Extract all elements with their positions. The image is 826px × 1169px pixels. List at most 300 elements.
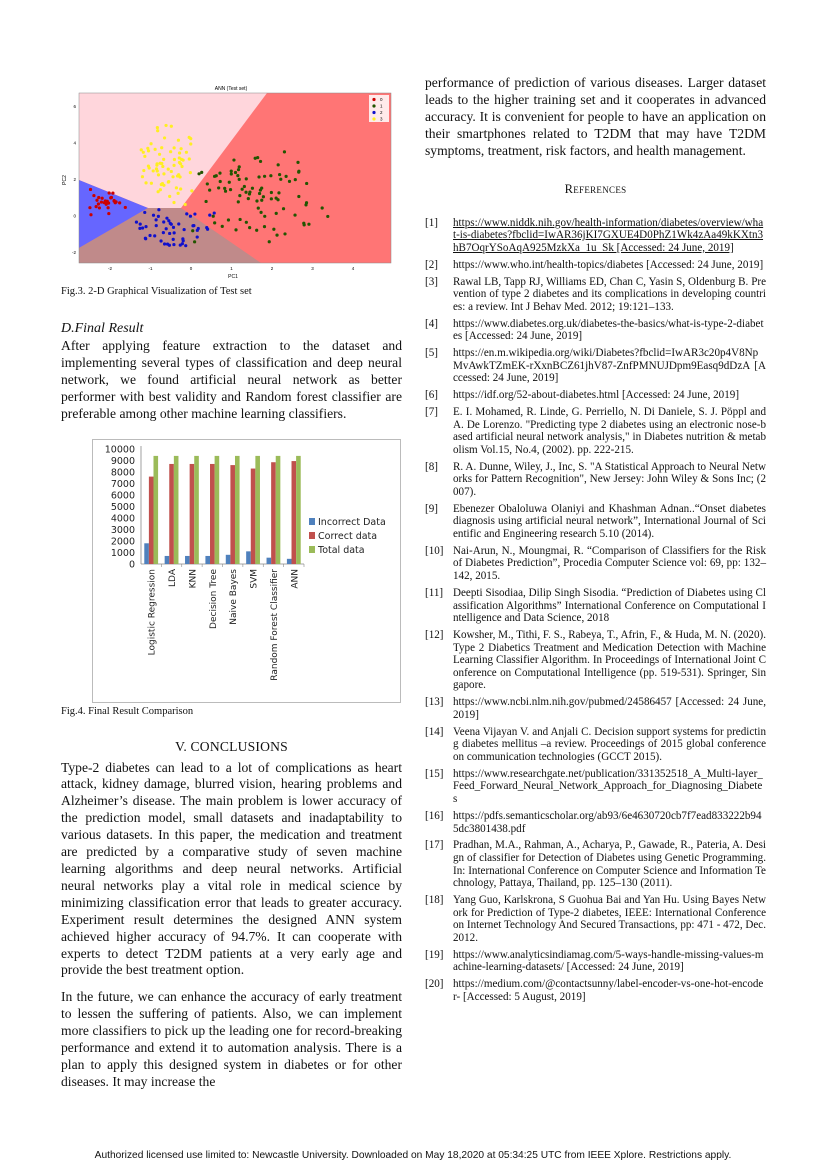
reference-number: [11] [425,586,444,599]
reference-text: https://www.researchgate.net/publication/331352518_A_Multi-layer_Feed_Forward_Neural_Network_Approach_for_Diagnosing_Diabetes [453,767,763,806]
scatter-point [143,155,146,158]
bar-category-label: Random Forest Classifier [269,568,280,681]
scatter-point [165,217,168,220]
scatter-point [255,229,258,232]
scatter-point [321,206,324,209]
scatter-point [283,232,286,235]
scatter-point [270,197,273,200]
bar-total-data [153,455,158,563]
scatter-point [283,150,286,153]
scatter-point [263,175,266,178]
scatter-point [248,226,251,229]
scatter-point [139,223,142,226]
scatter-point [167,168,170,171]
scatter-point [107,206,110,209]
reference-number: [19] [425,948,444,961]
reference-number: [18] [425,894,444,907]
scatter-point [259,160,262,163]
bar-y-tick: 0 [128,559,135,571]
scatter-x-tick: 1 [230,266,233,271]
reference-text: Ebenezer Obaloluwa Olaniyi and Khashman Adnan..“Onset diabetes diagnosis using artificial neural network”, International Journal of Scientific and Engineering research 5.10 (2014). [453,502,766,540]
reference-text: https://pdfs.semanticscholar.org/ab93/6e4630720cb7f7ead833222b945dc3801438.pdf [453,809,762,835]
reference-number: [6] [425,389,438,402]
scatter-point [100,200,103,203]
bar-y-tick: 3000 [110,524,135,536]
scatter-point [162,158,165,161]
scatter-xlabel: PC1 [228,274,238,280]
scatter-point [111,192,114,195]
reference-number: [3] [425,275,438,288]
scatter-point [256,156,259,159]
reference-text: https://www.ncbi.nlm.nih.gov/pubmed/24586457 [Accessed: 24 June, 2019] [453,696,766,721]
scatter-point [97,202,100,205]
scatter-point [215,174,218,177]
scatter-point [213,221,216,224]
scatter-point [148,234,151,237]
reference-item [425,389,766,402]
scatter-point [175,186,178,189]
scatter-point [197,172,200,175]
scatter-point [159,239,162,242]
scatter-point [208,214,211,217]
bar-category-label: KNN [188,568,199,588]
reference-item [425,503,766,541]
bar-correct-data [149,476,154,563]
scatter-point [97,196,100,199]
reference-text: https://www.analyticsindiamag.com/5-ways-handle-missing-values-machine-learning-datasets/ [Accessed: 24 June, 2019] [453,948,764,974]
scatter-point [258,192,261,195]
scatter-point [179,187,182,190]
scatter-point [238,165,241,168]
scatter-point [305,182,308,185]
scatter-x-tick: 2 [270,266,274,271]
scatter-point [245,177,248,180]
bar-total-data [194,455,199,563]
scatter-point [95,205,98,208]
reference-text: https://medium.com/@contactsunny/label-encoder-vs-one-hot-encoder- [Accessed: 5 August, 2019] [453,978,764,1003]
scatter-point [277,191,280,194]
bar-incorrect-data [226,554,231,563]
scatter-point [208,189,211,192]
scatter-point [257,175,260,178]
bar-correct-data [292,461,297,564]
scatter-x-tick: 3 [311,266,314,271]
reference-text[interactable]: https://www.niddk.nih.gov/health-information/diabetes/overview/what-is-diabetes?fbclid=IwAR36jKI7GXUE4D0PhZ1Wk4zAa49kKXtn3hB7OqrYSoAqA925MzkXa_1u_Sk [Accessed: 24 June, 2019] [453,216,764,254]
scatter-point [154,148,157,151]
reference-item [425,949,766,974]
scatter-point [162,172,165,175]
scatter-point [192,224,195,227]
scatter-point [178,175,181,178]
scatter-point [157,208,160,211]
scatter-point [166,243,169,246]
scatter-point [248,190,251,193]
section-d-heading: D.Final Result [61,321,144,336]
reference-number: [17] [425,839,444,852]
scatter-point [269,174,272,177]
scatter-point [163,242,166,245]
reference-number: [2] [425,258,438,271]
scatter-point [179,244,182,247]
scatter-point [213,211,216,214]
scatter-point [164,124,167,127]
reference-number: [10] [425,544,444,557]
conclusions-paragraph-2: In the future, we can enhance the accuracy of early treatment to lessen the suffering of patients. Also, we can implement more classifiers to pick up the leading one for record-breaking performance and extend it to automation analysis. There is a plan to apply this designed system in diabetes or for other diseases. It may increase the [61,989,402,1089]
bar-correct-data [169,463,174,563]
scatter-point [141,226,144,229]
scatter-point [173,158,176,161]
scatter-point [206,182,209,185]
scatter-point [282,207,285,210]
scatter-point [212,215,215,218]
scatter-point [160,183,163,186]
scatter-point [114,200,117,203]
scatter-point [180,158,183,161]
legend-label: 0 [380,97,383,102]
scatter-point [172,201,175,204]
scatter-point [183,228,186,231]
figure-3-caption: Fig.3. 2-D Graphical Visualization of Test set [61,286,252,297]
scatter-point [257,207,260,210]
scatter-point [138,227,141,230]
scatter-point [293,213,296,216]
bar-incorrect-data [287,558,292,563]
reference-text: https://www.diabetes.org.uk/diabetes-the-basics/what-is-type-2-diabetes [Accessed: 24 June, 2019] [453,317,764,343]
scatter-point [260,199,263,202]
bar-total-data [255,455,260,563]
reference-text: https://en.m.wikipedia.org/wiki/Diabetes?fbclid=IwAR3c20p4V8NpMvAwkTZmEK-rXxnBCZ61jhV87-ZnfPMNUJDpm9Easq9dDzA [Accessed: 24 June, 2019] [453,347,766,385]
scatter-point [95,199,98,202]
scatter-point [303,223,306,226]
bar-total-data [235,455,240,563]
bar-total-data [296,455,301,563]
scatter-point [104,199,107,202]
bar-incorrect-data [267,557,272,563]
scatter-x-tick: -2 [107,266,113,271]
scatter-point [277,163,280,166]
scatter-point [191,229,194,232]
reference-text: Kowsher, M., Tithi, F. S., Rabeya, T., Afrin, F., & Huda, M. N. (2020). Type 2 Diabetics Treatment and Medication Detection with Machine Learning Classifier Algorithm. In Proceedings of International Joint Conference on Computational Intelligence (pp. 519-531). Springer, Singapore. [453,629,766,692]
scatter-point [234,171,237,174]
reference-text: E. I. Mohamed, R. Linde, G. Perriello, N. Di Daniele, S. J. Pöppl and A. De Lorenzo. "Predicting type 2 diabetes using an electronic nose-based artificial neural network analysis," in Diabetes nutrition & metabolism Vol.15, No.4, (2002). pp. 222-215. [453,406,766,456]
scatter-point [171,175,174,178]
scatter-point [223,187,226,190]
reference-number: [15] [425,767,444,780]
scatter-point [143,211,146,214]
scatter-point [177,222,180,225]
scatter-point [228,181,231,184]
scatter-y-tick: 2 [73,177,76,182]
legend-marker [372,111,375,114]
scatter-point [92,194,95,197]
reference-number: [9] [425,502,438,515]
scatter-point [107,212,110,215]
scatter-title: ANN (Test set) [214,86,248,92]
reference-number: [12] [425,629,444,642]
reference-item [425,587,766,625]
reference-text: https://idf.org/52-about-diabetes.html [Accessed: 24 June, 2019] [453,389,740,402]
scatter-point [234,228,237,231]
legend-label: 2 [380,110,383,115]
scatter-point [188,157,191,160]
scatter-point [161,165,164,168]
scatter-point [155,164,158,167]
scatter-point [147,149,150,152]
scatter-point [229,188,232,191]
reference-number: [20] [425,978,444,991]
scatter-point [270,191,273,194]
legend-label: Total data [318,544,365,556]
scatter-x-tick: 4 [351,266,355,271]
scatter-point [172,243,175,246]
scatter-point [285,175,288,178]
scatter-point [263,225,266,228]
scatter-point [144,181,147,184]
reference-number: [1] [425,216,438,229]
license-footer: Authorized licensed use limited to: Newcastle University. Downloaded on May 18,2020 at 05:34:25 UTC from IEEE Xplore. Restrictions apply. [94,1150,732,1161]
scatter-point [89,213,92,216]
reference-list [425,217,766,1004]
reference-item [425,810,766,835]
scatter-point [239,218,242,221]
scatter-point [135,221,138,224]
scatter-point [118,201,121,204]
scatter-point [259,211,262,214]
figure-3-scatter-plot [61,80,396,280]
scatter-point [255,199,258,202]
bar-y-tick: 5000 [110,501,135,513]
scatter-point [184,244,187,247]
scatter-point [153,234,156,237]
conclusions-paragraph-1: Type-2 diabetes can lead to a lot of complications as heart attack, kidney damage, blurred vision, hearing problems and Alzheimer’s disease. The main problem is lower accuracy of the prediction model, small datasets and inadaptability to various datasets. In this paper, the medication and treatment are predicted by a comparative study of seven machine learning algorithms and deep neural networks. Artificial neural networks play a vital role in medical science by minimizing classification error that leads to greater accuracy. Experiment result determines the designed ANN system achieved higher accuracy of 94.7%. It can cooperate with experts to detect T2DM patients at a very early age and provide the best treatment option. [61,759,402,978]
scatter-point [288,180,291,183]
reference-item [425,839,766,889]
reference-item [425,726,766,764]
scatter-point [105,203,108,206]
scatter-point [169,150,172,153]
scatter-point [155,224,158,227]
reference-text: https://www.who.int/health-topics/diabetes [Accessed: 24 June, 2019] [453,258,764,271]
scatter-point [172,164,175,167]
scatter-point [297,195,300,198]
scatter-point [279,178,282,181]
figure-4-bar-chart [92,439,401,703]
scatter-point [190,189,193,192]
reference-text: Nai-Arun, N., Moungmai, R. “Comparison of Classifiers for the Risk of Diabetes Prediction”, Procedia Computer Science vol: 69, pp: 132–142, 2015. [453,544,766,583]
scatter-point [294,178,297,181]
bar-correct-data [190,463,195,563]
reference-item [425,259,766,272]
scatter-point [196,235,199,238]
scatter-point [224,190,227,193]
reference-item [425,276,766,314]
scatter-x-tick: -1 [148,266,153,271]
legend-label: 3 [380,116,383,122]
reference-text: R. A. Dunne, Wiley, J., Inc, S. "A Statistical Approach to Neural Networks for Pattern Recognition", New Jersey: John Wiley & Sons Inc; (2007). [453,460,766,498]
left-column [61,80,402,1091]
scatter-point [163,136,166,139]
scatter-point [156,126,159,129]
scatter-point [141,175,144,178]
reference-text: Rawal LB, Tapp RJ, Williams ED, Chan C, Yasin S, Oldenburg B. Prevention of type 2 diabetes and its complications in developing countries: a review. Int J Behav Med. 2012; 19:121–133. [453,275,766,313]
reference-text: Yang Guo, Karlskrona, S Guohua Bai and Yan Hu. Using Bayes Network for Prediction of Type-2 diabetes, IEEE: International Conference on Internet Technology And Secured Transactions, pp: 471 - 472, Dec. 2012. [453,894,766,944]
reference-item [425,696,766,721]
scatter-point [89,188,92,191]
reference-item [425,217,766,255]
reference-number: [7] [425,406,438,419]
scatter-point [185,151,188,154]
scatter-point [177,139,180,142]
reference-item [425,406,766,456]
bar-incorrect-data [205,555,210,563]
scatter-point [182,239,185,242]
scatter-point [160,146,163,149]
bar-incorrect-data [185,555,190,563]
legend-label: Incorrect Data [318,516,386,528]
scatter-point [232,158,235,161]
legend-marker [372,117,375,120]
reference-item [425,629,766,692]
scatter-point [263,215,266,218]
bar-total-data [276,455,281,563]
bar-y-tick: 4000 [110,513,135,525]
scatter-point [275,234,278,237]
reference-text: Deepti Sisodiaa, Dilip Singh Sisodia. “Prediction of Diabetes using Classification Algorithms” International Conference on Computational Intelligence and Data Science, 2018 [453,586,766,625]
scatter-point [275,197,278,200]
bar-y-tick: 2000 [110,536,135,548]
scatter-point [204,200,207,203]
scatter-point [168,195,171,198]
scatter-point [88,206,91,209]
legend-swatch [309,532,315,539]
right-column [425,75,766,1008]
bar-y-tick: 9000 [110,455,135,467]
scatter-point [185,212,188,215]
reference-item [425,978,766,1003]
scatter-point [268,240,271,243]
scatter-point [149,142,152,145]
reference-item [425,768,766,806]
bar-total-data [174,455,179,563]
scatter-point [259,189,262,192]
scatter-point [307,223,310,226]
scatter-point [179,162,182,165]
scatter-point [205,226,208,229]
scatter-point [326,215,329,218]
bar-category-label: Naive Bayes [229,568,240,625]
scatter-point [148,166,151,169]
scatter-point [124,206,127,209]
scatter-point [230,169,233,172]
scatter-point [172,226,175,229]
legend-label: 1 [380,103,383,109]
legend-marker [372,98,375,101]
bar-category-label: Decision Tree [208,568,219,629]
reference-number: [5] [425,347,438,360]
scatter-point [189,215,192,218]
scatter-point [101,197,104,200]
scatter-point [188,136,191,139]
scatter-point [219,180,222,183]
legend-marker [372,104,375,107]
reference-number: [13] [425,696,444,709]
bar-incorrect-data [246,551,251,564]
scatter-point [238,194,241,197]
scatter-point [109,196,112,199]
scatter-point [193,240,196,243]
scatter-point [144,237,147,240]
reference-number: [14] [425,725,444,738]
section-d-paragraph: After applying feature extraction to the dataset and implementing several types of classification and deep neural network, we found artificial neural network as better performer with best validity and Random forest classifier are preferable among other machine learning classifiers. [61,338,402,421]
scatter-point [243,185,246,188]
scatter-point [152,169,155,172]
scatter-point [155,167,158,170]
scatter-point [155,218,158,221]
scatter-point [296,161,299,164]
scatter-point [177,192,180,195]
scatter-point [144,225,147,228]
scatter-point [275,212,278,215]
scatter-point [152,214,155,217]
scatter-point [168,232,171,235]
scatter-point [173,231,176,234]
bar-y-tick: 6000 [110,490,135,502]
bar-incorrect-data [144,543,149,564]
reference-item [425,545,766,583]
reference-item [425,894,766,944]
scatter-point [158,153,161,156]
scatter-point [230,172,233,175]
scatter-point [140,148,143,151]
scatter-point [297,170,300,173]
bar-incorrect-data [165,555,170,563]
scatter-point [178,151,181,154]
bar-total-data [215,455,220,563]
scatter-point [278,173,281,176]
scatter-point [157,173,160,176]
scatter-point [165,227,168,230]
scatter-point [189,142,192,145]
bar-y-tick: 7000 [110,478,135,490]
scatter-point [245,221,248,224]
scatter-point [98,206,101,209]
bar-y-tick: 1000 [110,547,135,559]
legend-label: Correct data [318,530,378,542]
bar-category-label: ANN [290,568,301,589]
scatter-point [241,188,244,191]
scatter-y-tick: 6 [73,104,76,109]
conclusions-heading: V. CONCLUSIONS [175,738,288,754]
scatter-point [170,223,173,226]
reference-number: [8] [425,460,438,473]
bar-correct-data [271,462,276,564]
reference-number: [4] [425,317,438,330]
scatter-point [304,203,307,206]
bar-category-label: Logistic Regression [147,568,158,655]
scatter-point [180,147,183,150]
scatter-point [247,197,250,200]
bar-category-label: SVM [249,568,260,589]
scatter-point [170,170,173,173]
scatter-point [197,227,200,230]
scatter-ylabel: PC2 [62,175,68,185]
bar-correct-data [251,468,256,563]
scatter-point [142,169,145,172]
continued-paragraph: performance of prediction of various diseases. Larger dataset leads to the higher training set and it cooperates in advanced accuracy. It is convenient for people to have an application on their smartphones related to T2DM that may have T2DM symptoms, treatment, risk factors, and health management. [425,75,766,158]
scatter-x-tick: 0 [189,266,193,271]
scatter-point [262,195,265,198]
scatter-y-tick: 0 [73,213,76,219]
